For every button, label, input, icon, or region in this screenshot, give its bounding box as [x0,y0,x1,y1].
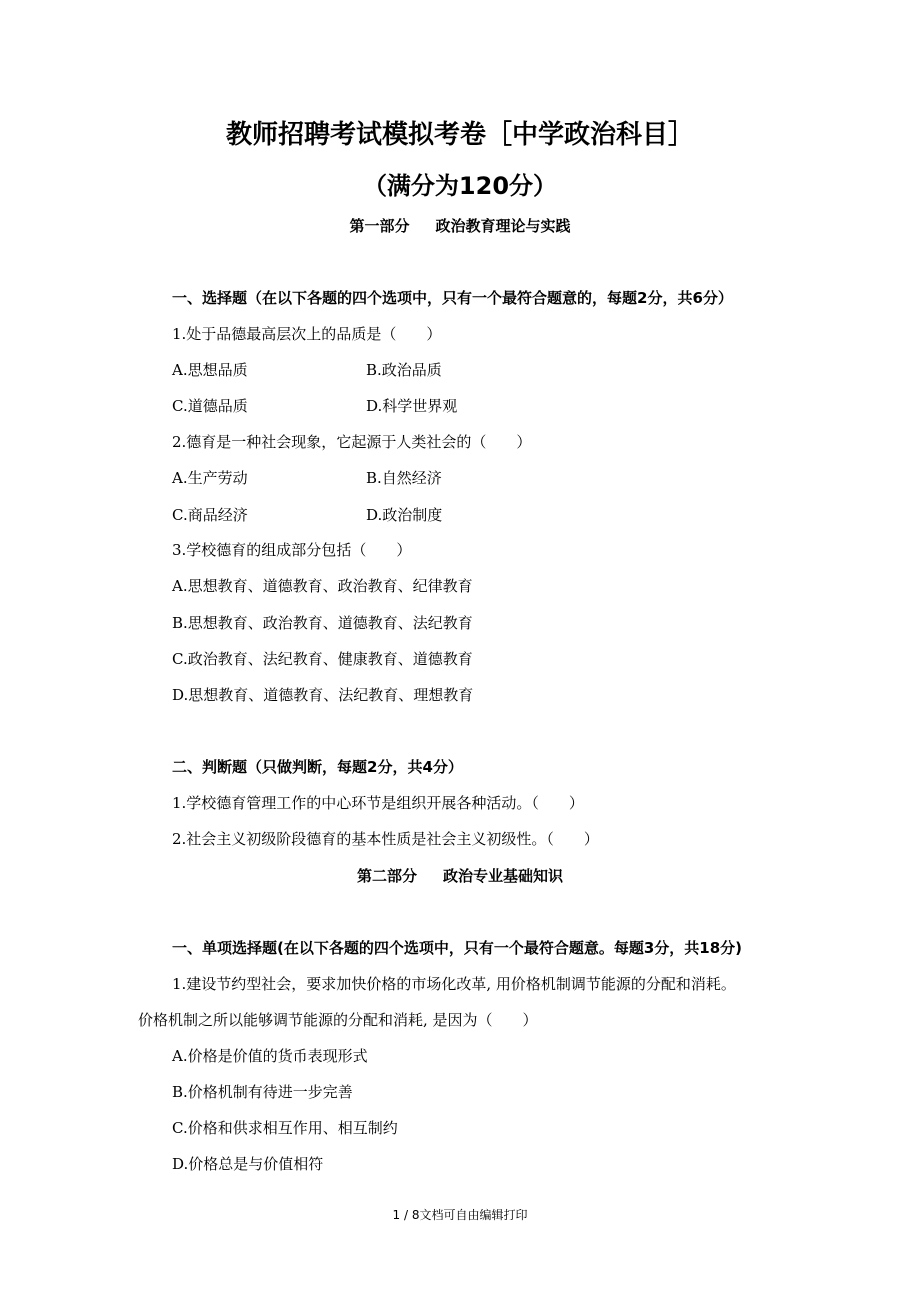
part1-name: 政治教育理论与实践 [435,217,571,235]
part2-section1-heading: 一、单项选择题(在以下各题的四个选项中，只有一个最符合题意。每题3分，共18分) [172,939,743,957]
part1-section2-heading: 二、判断题（只做判断，每题2分，共4分） [172,758,463,776]
question-stem-continued: 价格机制之所以能够调节能源的分配和消耗, 是因为（ ） [138,1011,538,1029]
exam-title: 教师招聘考试模拟考卷［中学政治科目］ [225,120,694,150]
option: C.商品经济 [172,506,248,524]
part1-heading [0,219,920,234]
part2-label: 第二部分 [356,867,417,885]
option: C.政治教育、法纪教育、健康教育、道德教育 [172,650,473,668]
option: A.思想品质 [172,361,248,379]
judgement-item: 1.学校德育管理工作的中心环节是组织开展各种活动。（ ） [172,794,584,812]
question-stem: 1.处于品德最高层次上的品质是（ ） [172,325,442,343]
option: D.价格总是与价值相符 [172,1155,324,1173]
page-footer: 1 / 8文档可自由编辑打印 [392,1208,528,1222]
part1-section1-heading: 一、选择题（在以下各题的四个选项中，只有一个最符合题意的，每题2分，共6分） [172,289,733,307]
option: C.道德品质 [172,397,248,415]
option: B.政治品质 [366,361,442,379]
question-stem: 1.建设节约型社会，要求加快价格的市场化改革, 用价格机制调节能源的分配和消耗。 [172,975,736,993]
option: D.科学世界观 [366,397,458,415]
option: B.价格机制有待进一步完善 [172,1083,353,1101]
exam-subtitle: （满分为120分） [362,172,558,200]
option: A.生产劳动 [172,469,248,487]
option: B.思想教育、政治教育、道德教育、法纪教育 [172,614,473,632]
option: A.价格是价值的货币表现形式 [172,1047,368,1065]
option: D.思想教育、道德教育、法纪教育、理想教育 [172,686,474,704]
option: C.价格和供求相互作用、相互制约 [172,1119,398,1137]
option: D.政治制度 [366,506,443,524]
option: A.思想教育、道德教育、政治教育、纪律教育 [172,577,473,595]
part2-heading [0,869,920,884]
part2-name: 政治专业基础知识 [443,867,564,885]
part1-label: 第一部分 [349,217,410,235]
option: B.自然经济 [366,469,442,487]
question-stem: 3.学校德育的组成部分包括（ ） [172,541,412,559]
judgement-item: 2.社会主义初级阶段德育的基本性质是社会主义初级性。（ ） [172,830,599,848]
question-stem: 2.德育是一种社会现象，它起源于人类社会的（ ） [172,433,532,451]
